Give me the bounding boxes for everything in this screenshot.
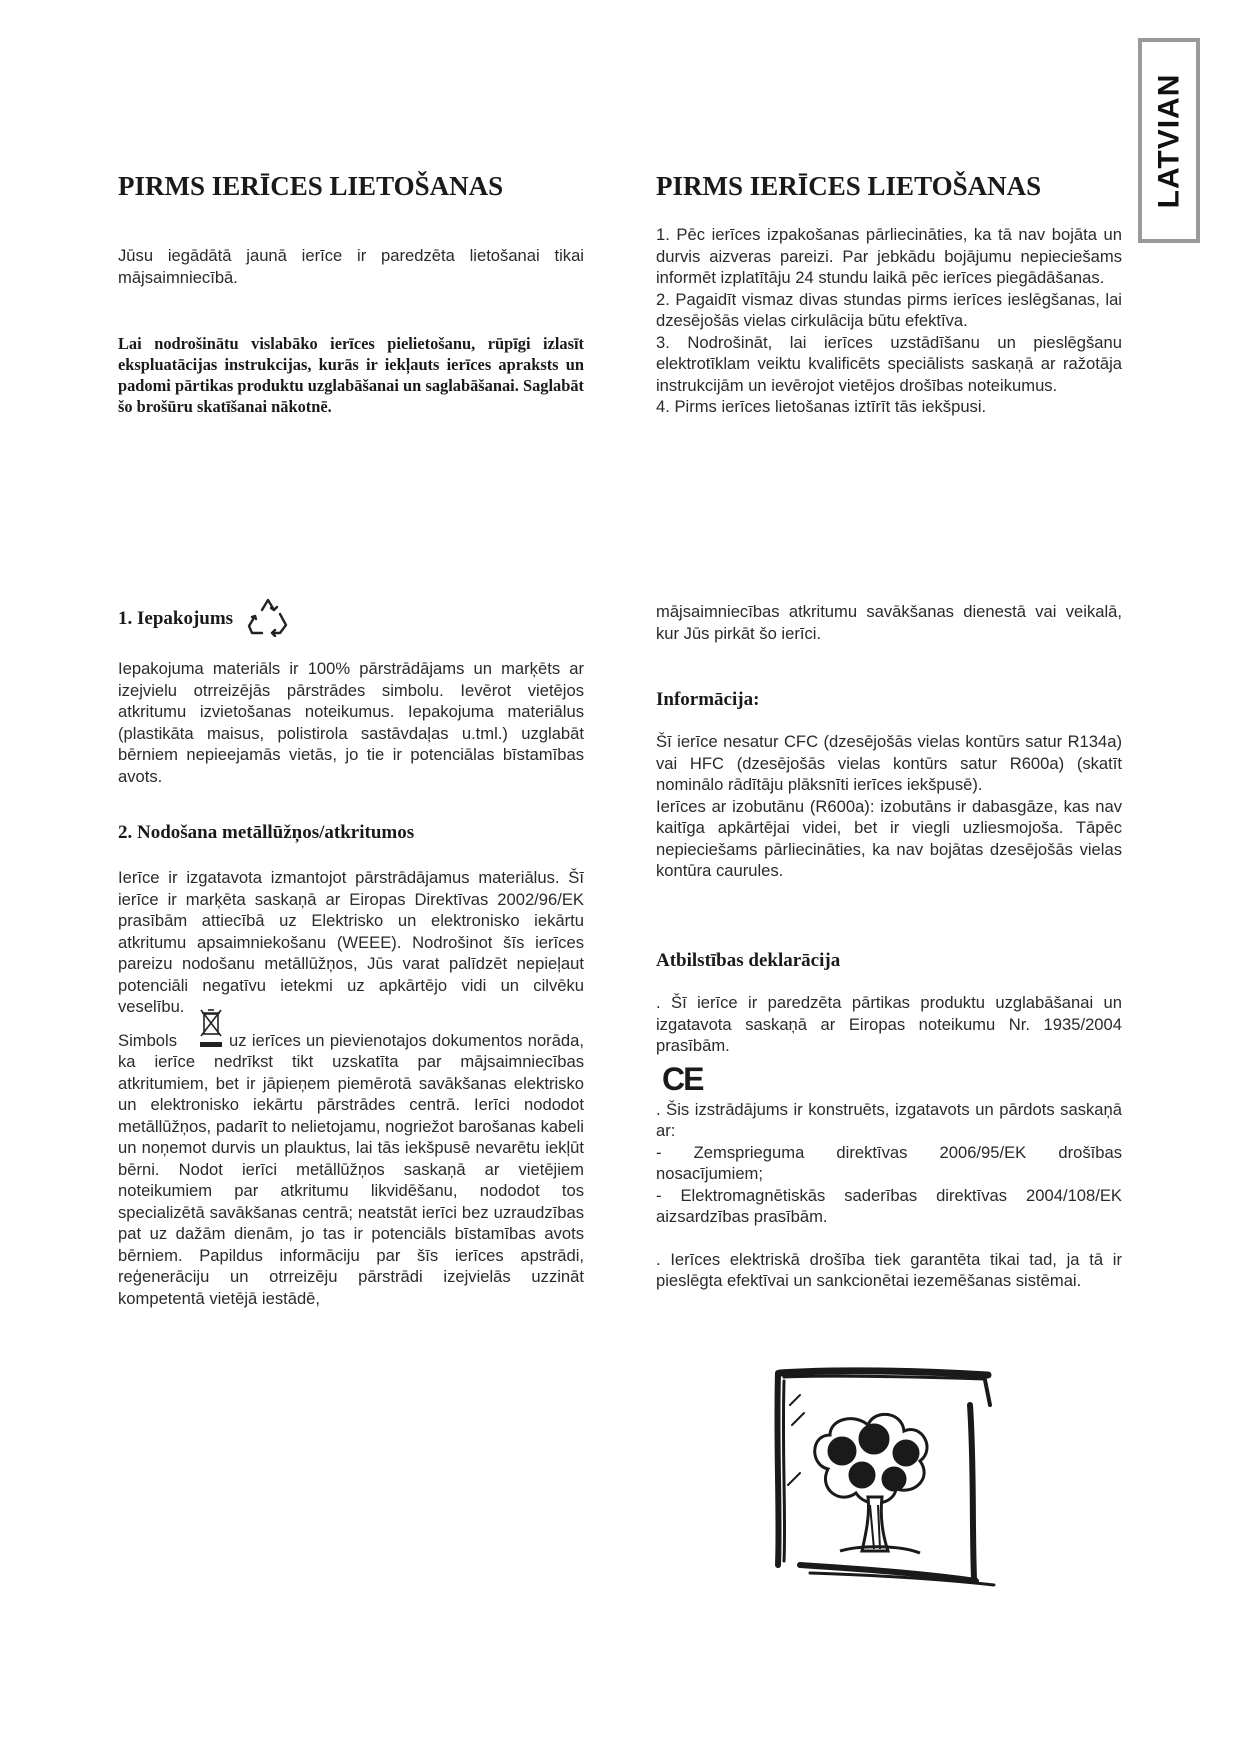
language-tab-label: LATVIAN (1152, 73, 1186, 208)
declaration-heading: Atbilstības deklarācija (656, 950, 841, 971)
right-page-title: PIRMS IERĪCES LIETOŠANAS (656, 171, 1042, 201)
disposal-heading: 2. Nodošana metāllūžņos/atkritumos (118, 822, 415, 843)
steps-list (656, 224, 1122, 418)
left-intro-block (118, 245, 584, 288)
step-item: 1. Pēc ierīces izpakošanas pārliecināties, ka tā nav bojāta un durvis aizveras pareizi. Par jebkādu bojājumu nepieciešams informēt izplatītāju 24 stundu laikā pēc ierīces piegādāšanas. (656, 225, 1122, 287)
packaging-section (118, 596, 584, 787)
information-text-1: Šī ierīce nesatur CFC (dzesējošās vielas kontūrs satur R134a) vai HFC (dzesējošās vielas kontūrs satur R600a) (skatīt nominālo rādītāju plāksnīti ierīces iekšpusē). (656, 732, 1122, 794)
declaration-text-5: . Ierīces elektriskā drošība tiek garantēta tikai tad, ja tā ir pieslēgta efektīvai un sankcionētai iezemēšanas sistēmai. (656, 1249, 1122, 1290)
declaration-text-2: . Šis izstrādājums ir konstruēts, izgatavots un pārdots saskaņā ar: (656, 1099, 1122, 1140)
notice-block (118, 333, 584, 417)
step-item: 2. Pagaidīt vismaz divas stundas pirms ierīces ieslēgšanas, lai dzesējošās vielas cirkulācija būtu efektīva. (656, 289, 1122, 330)
crossed-bin-icon (198, 1008, 224, 1055)
packaging-heading: 1. Iepakojums (118, 608, 234, 629)
disposal-text: Ierīce ir izgatavota izmantojot pārstrādājamus materiālus. Šī ierīce ir marķēta saskaņā ar Eiropas Direktīvas 2002/96/EK prasībām attiecībā uz Elektrisko un elektronisko iekārtu atkritumu apsaimniekošanu (WEEE). Nodrošinot šīs ierīces pareizu nodošanu metāllūžņos, Jūs varat palīdzēt nepieļaut potenciāli negatīvu ietekmi uz apkārtējo vidi un cilvēku veselību. (118, 868, 584, 1016)
notice-bold-text: Lai nodrošinātu vislabāko ierīces pielietošanu, rūpīgi izlasīt ekspluatācijas instrukcijas, kurās ir iekļauts ierīces apraksts un padomi pārtikas produktu uzglabāšanai un saglabāšanai. Saglabāt šo brošūru skatīšanai nākotnē. (118, 334, 584, 416)
information-heading: Informācija: (656, 689, 760, 710)
continuation-text: mājsaimniecības atkritumu savākšanas dienestā vai veikalā, kur Jūs pirkāt šo ierīci. (656, 602, 1122, 643)
step-item: 3. Nodrošināt, lai ierīces uzstādīšanu un pieslēgšanu elektrotīklam veiktu kvalificēts speciālists saskaņā ar ražotāja instrukcijām un ievērojot vietējos drošības noteikumus. (656, 332, 1122, 395)
declaration-text-1: . Šī ierīce ir paredzēta pārtikas produktu uzglabāšanai un izgatavota saskaņā ar Eiropas noteikumu Nr. 1935/2004 prasībām. (656, 993, 1122, 1055)
symbol-prefix: Simbols (118, 1030, 178, 1050)
symbol-text: uz ierīces un pievienotajos dokumentos norāda, ka ierīce nedrīkst tikt uzskatīta par mājsaimniecības atkritumiem, bet ir jāpieņem piemērotā savākšanas elektrisko un elektronisko iekārtu pārstrādes centrā. Ierīci nododot metāllūžņos, padarīt to nelietojamu, nogriežot barošanas kabeli un noņemot durvis un plauktus, lai tās iekšpusē nevarētu iekļūt bērni. Nodot ierīci metāllūžņos saskaņā ar vietējiem noteikumiem par atkritumu likvidēšanu, nododot tos specializētā savākšanas centrā; neatstāt ierīci bez uzraudzības pat uz dažām dienām, jo tas ir potenciāls bīstamības avots bērniem. Papildus informāciju par šīs ierīces apstrādi, reģenerāciju un otrreizēju pārstrādi izejvielās uzzināt kompetentā vietējā iestādē, (118, 1030, 584, 1308)
left-header-column (118, 170, 584, 202)
information-section (656, 689, 1122, 882)
disposal-section (118, 822, 584, 1309)
continuation-block (656, 601, 1122, 644)
declaration-section (656, 950, 1122, 1292)
tree-logo-icon (770, 1365, 1002, 1598)
recycle-icon (247, 597, 289, 642)
intro-text: Jūsu iegādātā jaunā ierīce ir paredzēta lietošanai tikai mājsaimniecībā. (118, 246, 584, 287)
declaration-text-4: - Elektromagnētiskās saderības direktīvas 2004/108/EK aizsardzības prasībām. (656, 1185, 1122, 1226)
language-tab (1138, 38, 1200, 243)
right-header-column (656, 170, 1122, 202)
declaration-text-3: - Zemsprieguma direktīvas 2006/95/EK drošības nosacījumiem; (656, 1142, 1122, 1183)
step-item: 4. Pirms ierīces lietošanas iztīrīt tās iekšpusi. (656, 397, 987, 416)
ce-mark-icon: CE (662, 1061, 703, 1097)
packaging-text: Iepakojuma materiāls ir 100% pārstrādājams un marķēts ar izejvielu otrreizējās pārstrādes simbolu. Ievērot vietējos atkritumu izvietošanas noteikumus. Iepakojuma materiālus (plastikāta maisus, polistirola sastāvdaļas u.tml.) uzglabāt bērniem nepieejamās vietās, jo tie ir potenciālas bīstamības avots. (118, 659, 584, 786)
information-text-2: Ierīces ar izobutānu (R600a): izobutāns ir dabasgāze, kas nav kaitīga apkārtējai videi, bet ir viegli uzliesmojoša. Tāpēc nepieciešams pārliecināties, ka nav bojātas dzesējošās vielas kontūra caurules. (656, 796, 1122, 880)
left-page-title: PIRMS IERĪCES LIETOŠANAS (118, 171, 504, 201)
symbol-paragraph (118, 1030, 584, 1310)
